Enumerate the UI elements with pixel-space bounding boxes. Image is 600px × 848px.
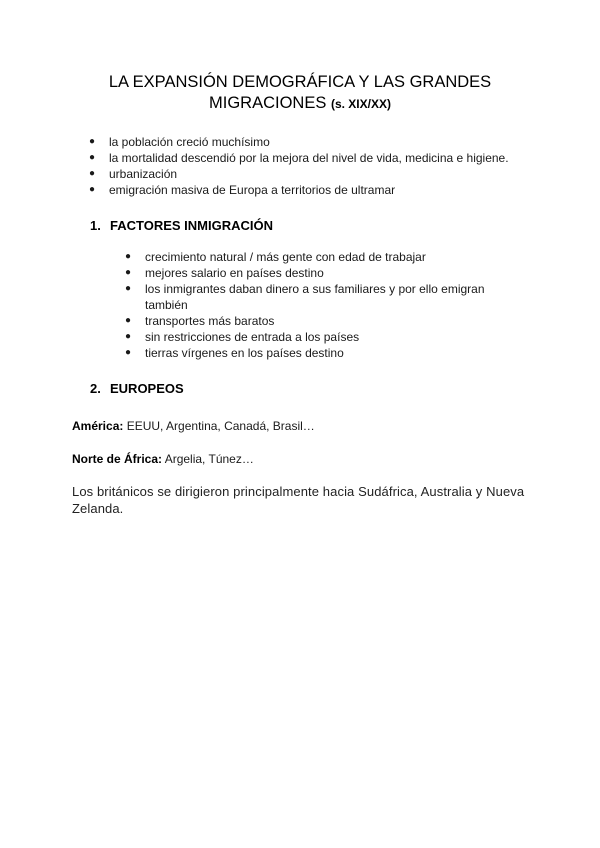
bullet-icon: ● bbox=[125, 251, 132, 262]
list-item-text: transportes más baratos bbox=[145, 314, 275, 328]
list-item-text: mejores salario en países destino bbox=[145, 266, 324, 280]
closing-paragraph: Los británicos se dirigieron principalmente hacia Sudáfrica, Australia y Nueva Zelanda. bbox=[72, 484, 525, 516]
list-item bbox=[125, 329, 525, 345]
list-item bbox=[125, 281, 525, 313]
document-title bbox=[72, 72, 528, 115]
list-item-text: tierras vírgenes en los países destino bbox=[145, 346, 344, 360]
africa-paragraph bbox=[72, 451, 254, 467]
bullet-icon: ● bbox=[125, 283, 132, 294]
list-item bbox=[89, 134, 569, 150]
bullet-icon: ● bbox=[89, 184, 96, 195]
section-number: 1. bbox=[90, 218, 101, 233]
list-item-text: emigración masiva de Europa a territorios de ultramar bbox=[109, 183, 396, 197]
title-line-1: LA EXPANSIÓN DEMOGRÁFICA Y LAS GRANDES bbox=[108, 73, 492, 91]
intro-bullet-list bbox=[89, 134, 569, 198]
list-item bbox=[125, 345, 525, 361]
list-item bbox=[89, 182, 569, 198]
bullet-icon: ● bbox=[125, 267, 132, 278]
list-item-text: crecimiento natural / más gente con edad de trabajar bbox=[145, 250, 426, 264]
list-item bbox=[89, 166, 569, 182]
section-title: EUROPEOS bbox=[110, 381, 184, 396]
list-item-text: la mortalidad descendió por la mejora del nivel de vida, medicina e higiene. bbox=[109, 151, 509, 165]
america-paragraph bbox=[72, 418, 315, 434]
list-item-text: la población creció muchísimo bbox=[109, 135, 270, 149]
bullet-icon: ● bbox=[89, 168, 96, 179]
america-text: EEUU, Argentina, Canadá, Brasil… bbox=[126, 419, 315, 433]
africa-label: Norte de África: bbox=[72, 452, 163, 466]
bullet-icon: ● bbox=[125, 315, 132, 326]
list-item-text: urbanización bbox=[109, 167, 178, 181]
section-1-heading bbox=[90, 218, 273, 233]
section-title: FACTORES INMIGRACIÓN bbox=[110, 218, 273, 233]
section-2-heading bbox=[90, 381, 184, 396]
list-item bbox=[125, 265, 525, 281]
bullet-icon: ● bbox=[89, 152, 96, 163]
title-period: (s. XIX/XX) bbox=[330, 97, 391, 111]
america-label: América: bbox=[72, 419, 124, 433]
bullet-icon: ● bbox=[89, 136, 96, 147]
section-number: 2. bbox=[90, 381, 101, 396]
africa-text: Argelia, Túnez… bbox=[164, 452, 254, 466]
list-item bbox=[125, 249, 525, 265]
title-main: MIGRACIONES bbox=[209, 94, 327, 112]
list-item-text: sin restricciones de entrada a los países bbox=[145, 330, 360, 344]
bullet-icon: ● bbox=[125, 347, 132, 358]
factors-bullet-list bbox=[125, 249, 525, 361]
list-item-text: los inmigrantes daban dinero a sus familiares y por ello emigran también bbox=[145, 282, 485, 312]
list-item bbox=[89, 150, 569, 166]
bullet-icon: ● bbox=[125, 331, 132, 342]
title-line-2 bbox=[72, 93, 528, 115]
list-item bbox=[125, 313, 525, 329]
